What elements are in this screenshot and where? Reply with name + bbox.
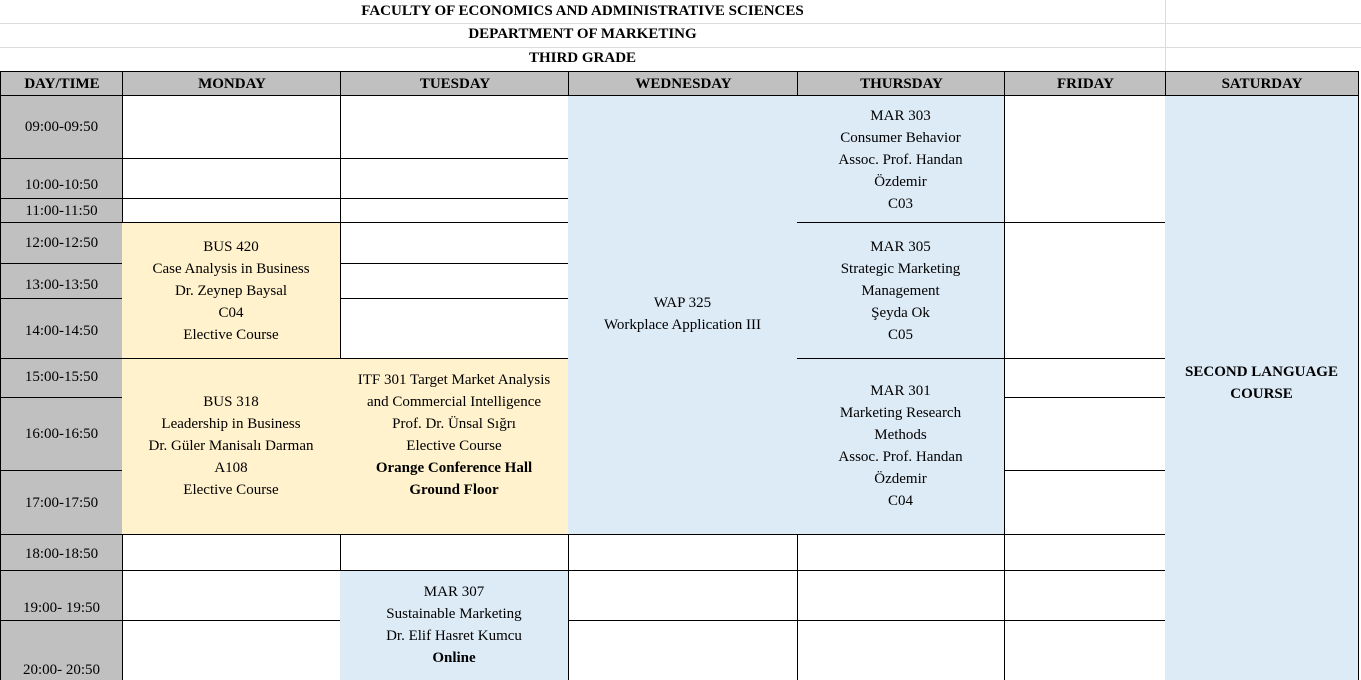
course-second-language: [1165, 96, 1359, 680]
course-title: Workplace Application III: [603, 317, 762, 333]
course-title-cont: Methods: [874, 427, 927, 443]
time-slot: 17:00-17:50: [0, 471, 123, 535]
course-title: Sustainable Marketing: [386, 606, 522, 622]
faculty-title: FACULTY OF ECONOMICS AND ADMINISTRATIVE SCIENCES: [361, 3, 804, 19]
course-mar-303: [797, 96, 1005, 223]
empty-cell: [122, 535, 341, 571]
course-title-cont: COURSE: [1230, 386, 1293, 402]
empty-cell: [340, 159, 569, 199]
course-instructor: Assoc. Prof. Handan: [838, 449, 963, 465]
empty-cell: [1004, 535, 1166, 571]
empty-cell: [122, 159, 341, 199]
course-mar-307: [340, 571, 569, 680]
empty-cell: [797, 621, 1005, 680]
time-slot: 11:00-11:50: [0, 199, 123, 223]
empty-cell: [340, 264, 569, 299]
course-code: BUS 420: [203, 238, 259, 255]
empty-cell: [122, 621, 341, 680]
empty-cell: [1004, 621, 1166, 680]
empty-cell: [1004, 471, 1166, 535]
course-code: MAR 301: [870, 383, 931, 399]
course-instructor-surname: Özdemir: [874, 471, 927, 487]
empty-cell: [122, 199, 341, 223]
course-title: Leadership in Business: [161, 416, 301, 432]
course-room-floor: Ground Floor: [409, 482, 499, 498]
course-room: A108: [214, 460, 248, 476]
course-instructor: Dr. Elif Hasret Kumcu: [386, 628, 522, 644]
time-slot: 12:00-12:50: [0, 223, 123, 264]
department-title: DEPARTMENT OF MARKETING: [468, 26, 697, 42]
course-note: Elective Course: [183, 326, 279, 343]
course-note: Elective Course: [183, 482, 279, 498]
empty-cell: [340, 535, 569, 571]
course-instructor: Assoc. Prof. Handan: [838, 152, 963, 168]
empty-cell: [122, 96, 341, 159]
course-instructor: Prof. Dr. Ünsal Sığrı: [392, 416, 516, 432]
column-header-monday: MONDAY: [122, 71, 341, 96]
course-title: Marketing Research: [839, 405, 962, 421]
empty-cell: [340, 96, 569, 159]
course-instructor-surname: Özdemir: [874, 174, 927, 190]
course-note: Elective Course: [406, 438, 502, 454]
course-title: ITF 301 Target Market Analysis: [357, 372, 551, 388]
empty-cell: [340, 199, 569, 223]
course-wap-325: [568, 96, 798, 535]
course-instructor: Dr. Zeynep Baysal: [174, 282, 288, 299]
time-slot: 14:00-14:50: [0, 299, 123, 359]
empty-cell: [340, 299, 569, 359]
empty-cell: [1004, 96, 1166, 223]
course-room: Online: [432, 650, 476, 666]
course-title: SECOND LANGUAGE: [1185, 364, 1338, 380]
course-instructor: Şeyda Ok: [871, 304, 930, 321]
course-title: Consumer Behavior: [840, 130, 961, 146]
empty-cell: [797, 571, 1005, 621]
course-instructor: Dr. Güler Manisalı Darman: [148, 438, 314, 454]
empty-cell: [1004, 398, 1166, 471]
time-slot: 13:00-13:50: [0, 264, 123, 299]
empty-cell: [568, 621, 798, 680]
time-slot: 16:00-16:50: [0, 398, 123, 471]
grade-title: THIRD GRADE: [528, 50, 637, 66]
course-title: Case Analysis in Business: [152, 260, 310, 277]
course-title-cont: Management: [861, 282, 940, 299]
course-mar-301: [797, 359, 1005, 535]
column-header-tuesday: TUESDAY: [340, 71, 569, 96]
course-bus-420: [122, 223, 341, 359]
course-room: C04: [218, 304, 244, 321]
empty-cell: [1004, 571, 1166, 621]
empty-cell: [1004, 359, 1166, 398]
column-header-daytime: DAY/TIME: [0, 71, 123, 96]
course-itf-301: [340, 359, 569, 535]
empty-cell: [1004, 223, 1166, 359]
course-room: Orange Conference Hall: [375, 460, 533, 476]
empty-cell: [568, 571, 798, 621]
course-bus-318: [122, 359, 341, 535]
column-header-friday: FRIDAY: [1004, 71, 1166, 96]
time-slot: 15:00-15:50: [0, 359, 123, 398]
time-slot: 19:00- 19:50: [0, 571, 123, 621]
course-code: WAP 325: [653, 295, 712, 311]
empty-cell: [122, 571, 341, 621]
course-room: C04: [887, 493, 913, 509]
empty-cell: [568, 535, 798, 571]
course-code: BUS 318: [203, 394, 259, 410]
course-mar-305: [797, 223, 1005, 359]
course-title: Strategic Marketing: [840, 260, 961, 277]
empty-cell: [340, 223, 569, 264]
time-slot: 09:00-09:50: [0, 96, 123, 159]
empty-cell: [797, 535, 1005, 571]
time-slot: 10:00-10:50: [0, 159, 123, 199]
time-slot: 18:00-18:50: [0, 535, 123, 571]
course-code: MAR 307: [423, 584, 485, 600]
course-code: MAR 303: [870, 108, 931, 124]
column-header-wednesday: WEDNESDAY: [568, 71, 798, 96]
course-room: C03: [887, 196, 913, 212]
time-slot: 20:00- 20:50: [0, 621, 123, 680]
course-code: MAR 305: [870, 238, 931, 255]
course-room: C05: [887, 326, 913, 343]
column-header-thursday: THURSDAY: [797, 71, 1005, 96]
column-header-saturday: SATURDAY: [1165, 71, 1359, 96]
course-title: and Commercial Intelligence: [366, 394, 542, 410]
